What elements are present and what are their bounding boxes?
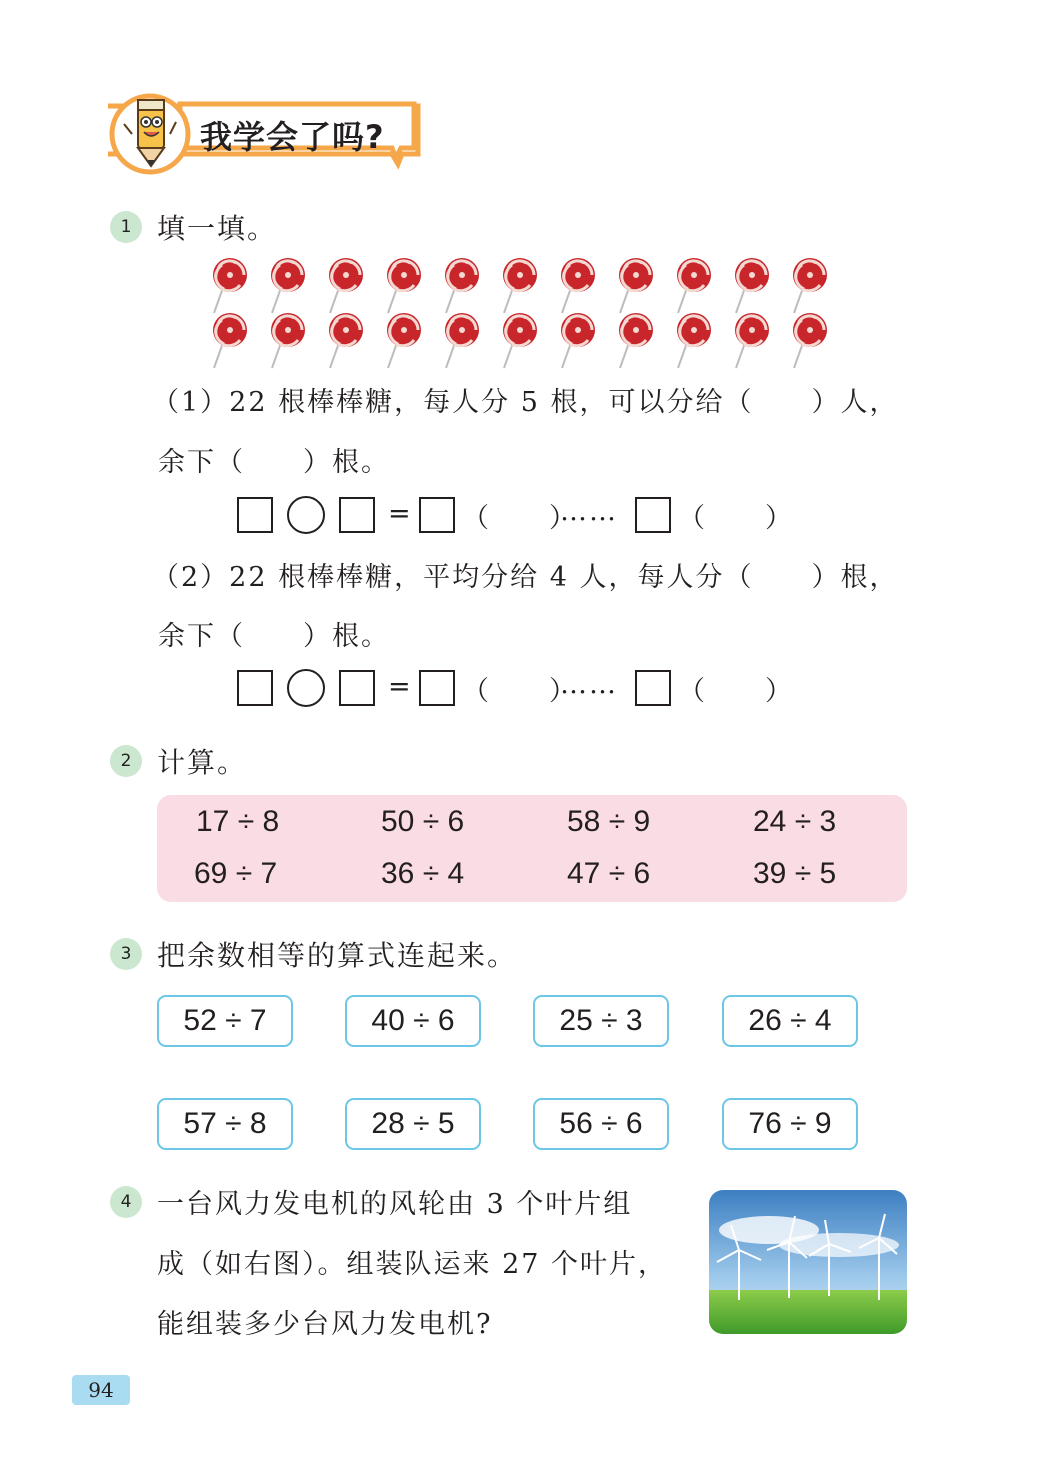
expression-card[interactable]: 52 ÷ 7 xyxy=(157,995,293,1047)
equals-sign: = xyxy=(388,498,411,529)
lollipop-icon xyxy=(732,255,772,315)
lollipop-icon xyxy=(558,255,598,315)
lollipop-icon xyxy=(790,310,830,370)
pencil-mascot-icon xyxy=(120,94,180,174)
expression-card[interactable]: 25 ÷ 3 xyxy=(533,995,669,1047)
lollipop-icon xyxy=(558,310,598,370)
equals-sign: = xyxy=(388,671,411,702)
question-1-title: 填一填。 xyxy=(157,212,278,245)
calc-expression: 50 ÷ 6 xyxy=(381,805,465,838)
operator-circle[interactable] xyxy=(287,496,325,534)
quotient-unit-paren: （ ） xyxy=(462,503,578,534)
lollipop-icon xyxy=(326,310,366,370)
answer-box[interactable] xyxy=(635,670,671,706)
expression-card[interactable]: 40 ÷ 6 xyxy=(345,995,481,1047)
calc-expression: 24 ÷ 3 xyxy=(753,805,837,838)
question-number-4: 4 xyxy=(110,1186,142,1218)
q1-part2-line2: 余下（ ）根。 xyxy=(158,621,390,652)
lollipop-icon xyxy=(210,255,250,315)
remainder-unit-paren: （ ） xyxy=(678,676,794,707)
question-3-title: 把余数相等的算式连起来。 xyxy=(157,939,518,972)
lollipop-icon xyxy=(790,255,830,315)
lollipop-icon xyxy=(384,255,424,315)
lollipop-icon xyxy=(210,310,250,370)
calc-expression: 58 ÷ 9 xyxy=(567,805,651,838)
calc-expression: 69 ÷ 7 xyxy=(194,857,278,890)
q4-text-line2: 成（如右图）。组装队运来 27 个叶片， xyxy=(157,1249,668,1280)
q1-part1-line1: （1）22 根棒棒糖，每人分 5 根，可以分给（ ）人， xyxy=(152,387,899,418)
lollipop-icon xyxy=(616,255,656,315)
operator-circle[interactable] xyxy=(287,669,325,707)
q4-text-line3: 能组装多少台风力发电机? xyxy=(157,1309,493,1340)
lollipop-icon xyxy=(442,310,482,370)
lollipop-icon xyxy=(616,310,656,370)
q1-part2-line1: （2）22 根棒棒糖，平均分给 4 人，每人分（ ）根， xyxy=(152,562,899,593)
calc-expression: 39 ÷ 5 xyxy=(753,857,837,890)
answer-box[interactable] xyxy=(635,497,671,533)
remainder-dots: …… xyxy=(560,669,618,700)
answer-box[interactable] xyxy=(419,497,455,533)
q1-part1-line2: 余下（ ）根。 xyxy=(158,447,390,478)
question-number-3: 3 xyxy=(110,938,142,970)
page-title: 我学会了吗? xyxy=(200,118,385,156)
answer-box[interactable] xyxy=(237,497,273,533)
remainder-unit-paren: （ ） xyxy=(678,503,794,534)
page-number: 94 xyxy=(72,1375,130,1405)
lollipop-icon xyxy=(384,310,424,370)
lollipop-icon xyxy=(268,310,308,370)
expression-card[interactable]: 57 ÷ 8 xyxy=(157,1098,293,1150)
expression-card[interactable]: 28 ÷ 5 xyxy=(345,1098,481,1150)
lollipop-icon xyxy=(500,310,540,370)
question-number-2: 2 xyxy=(110,745,142,777)
lollipop-icon xyxy=(442,255,482,315)
lollipop-icon xyxy=(674,310,714,370)
question-2-title: 计算。 xyxy=(157,746,248,779)
wind-turbine-photo xyxy=(709,1190,907,1334)
answer-box[interactable] xyxy=(419,670,455,706)
calc-expression: 36 ÷ 4 xyxy=(381,857,465,890)
lollipop-icon xyxy=(326,255,366,315)
lollipop-icon xyxy=(268,255,308,315)
answer-box[interactable] xyxy=(237,670,273,706)
expression-card[interactable]: 26 ÷ 4 xyxy=(722,995,858,1047)
expression-card[interactable]: 76 ÷ 9 xyxy=(722,1098,858,1150)
lollipop-icon xyxy=(732,310,772,370)
answer-box[interactable] xyxy=(339,670,375,706)
expression-card[interactable]: 56 ÷ 6 xyxy=(533,1098,669,1150)
lollipop-icon xyxy=(500,255,540,315)
calc-expression: 17 ÷ 8 xyxy=(196,805,280,838)
question-number-1: 1 xyxy=(110,211,142,243)
quotient-unit-paren: （ ） xyxy=(462,676,578,707)
remainder-dots: …… xyxy=(560,496,618,527)
calc-expression: 47 ÷ 6 xyxy=(567,857,651,890)
q4-text-line1: 一台风力发电机的风轮由 3 个叶片组 xyxy=(157,1189,633,1220)
lollipop-icon xyxy=(674,255,714,315)
answer-box[interactable] xyxy=(339,497,375,533)
